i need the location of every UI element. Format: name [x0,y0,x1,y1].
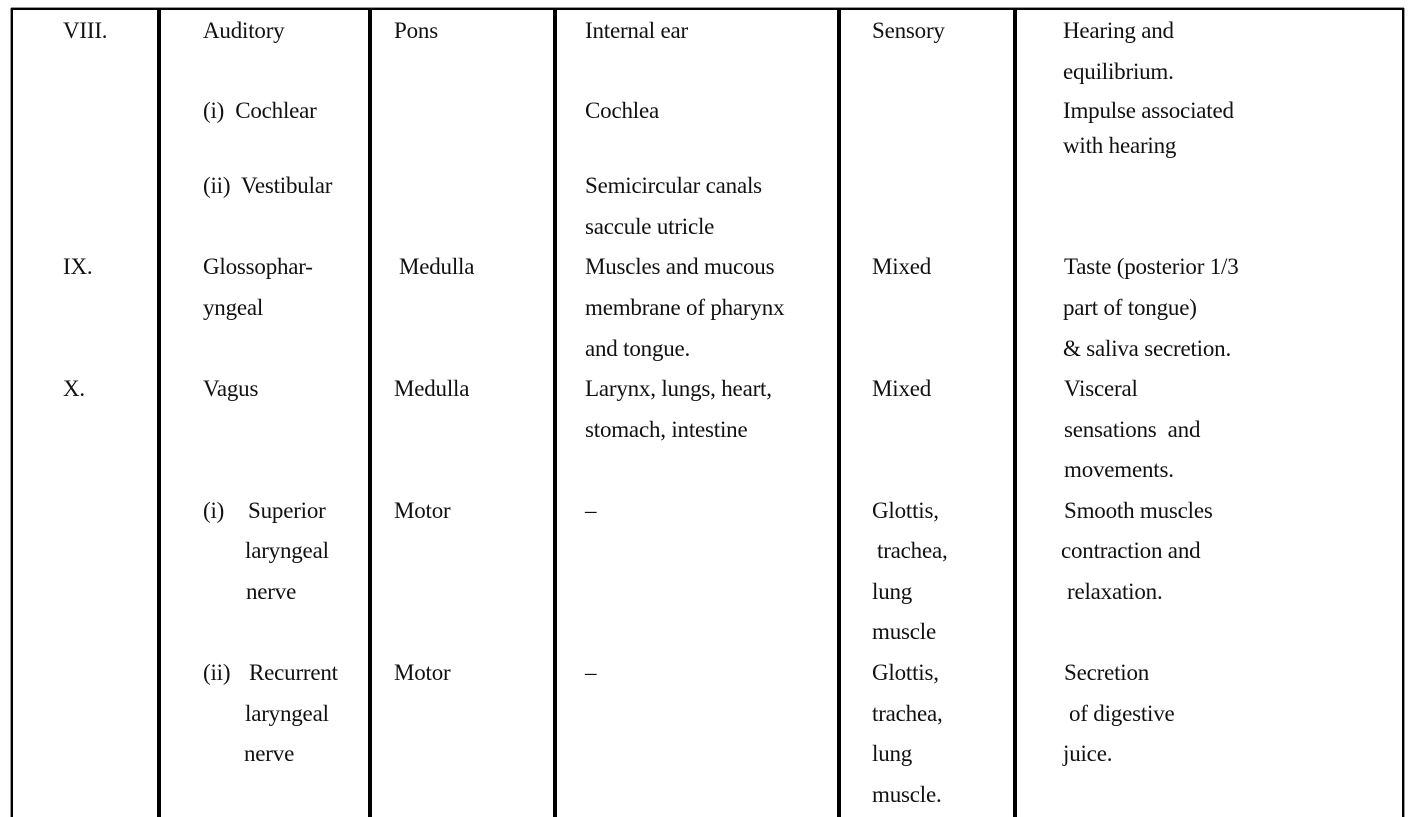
nerve-branch: Superior [248,498,326,523]
table-left-border [11,8,13,817]
nerve-function: Hearing and [1063,18,1174,43]
nerve-branch: (i) Cochlear [203,98,317,123]
nerve-nature: Mixed [872,376,932,401]
nerve-name: Glossophar- [203,254,313,279]
nerve-number: VIII. [63,18,108,43]
nerve-name: Vagus [203,376,259,401]
nerve-name: Auditory [203,18,285,43]
nerve-function: juice. [1063,741,1113,766]
nerve-function: of digestive [1069,701,1175,726]
nerve-distribution: membrane of pharynx [585,295,785,320]
nerve-nature: lung [872,579,913,604]
nerve-nature: Glottis, [872,498,939,523]
nerve-function: Smooth muscles [1064,498,1213,523]
nerve-nature: Mixed [872,254,932,279]
column-divider [1013,8,1017,817]
column-divider [837,8,841,817]
nerve-function: contraction and [1061,538,1201,563]
nerve-branch: nerve [244,741,295,766]
nerve-nature: muscle [872,619,936,644]
nerve-origin: Medulla [399,254,475,279]
nerve-nature: Glottis, [872,660,939,685]
nerve-nature: muscle. [872,782,942,807]
nerve-distribution: Muscles and mucous [585,254,775,279]
nerve-function: movements. [1064,457,1174,482]
nerve-function: Secretion [1064,660,1150,685]
table-top-border [11,8,1404,10]
nerve-origin: Motor [394,660,451,685]
nerve-distribution: Semicircular canals [585,173,762,198]
nerve-distribution: Larynx, lungs, heart, [585,376,772,401]
nerve-nature: lung [872,741,913,766]
nerve-origin: Pons [394,18,438,43]
nerve-nature: trachea, [872,701,943,726]
branch-marker: (ii) [203,660,231,685]
table-right-border [1402,8,1404,817]
nerve-branch: Recurrent [249,660,338,685]
column-divider [553,8,557,817]
nerve-distribution: stomach, intestine [585,417,748,442]
nerve-function: with hearing [1063,133,1177,158]
nerve-nature: trachea, [877,538,948,563]
nerve-function: Taste (posterior 1/3 [1064,254,1239,279]
nerve-function: Impulse associated [1063,98,1234,123]
nerve-function: Visceral [1064,376,1138,401]
nerve-function: & saliva secretion. [1063,336,1232,361]
nerve-function: relaxation. [1067,579,1163,604]
nerve-nature: Sensory [872,18,945,43]
nerve-origin: Medulla [394,376,470,401]
column-divider [157,8,161,817]
nerve-function: part of tongue) [1063,295,1197,320]
nerve-branch: nerve [246,579,297,604]
nerve-origin: Motor [394,498,451,523]
nerve-function: sensations and [1064,417,1201,442]
nerve-number: X. [63,376,85,401]
nerve-branch: laryngeal [245,701,329,726]
nerve-distribution: – [585,498,597,523]
nerve-branch: (ii) Vestibular [203,173,333,198]
nerve-distribution: Cochlea [585,98,659,123]
nerve-name: yngeal [203,295,264,320]
nerve-function: equilibrium. [1063,59,1174,84]
nerve-distribution: saccule utricle [585,214,715,239]
branch-marker: (i) [203,498,225,523]
nerve-branch: laryngeal [245,538,329,563]
nerve-distribution: – [585,660,597,685]
column-divider [368,8,372,817]
nerve-number: IX. [63,254,93,279]
nerve-distribution: Internal ear [585,18,688,43]
nerve-distribution: and tongue. [585,336,691,361]
